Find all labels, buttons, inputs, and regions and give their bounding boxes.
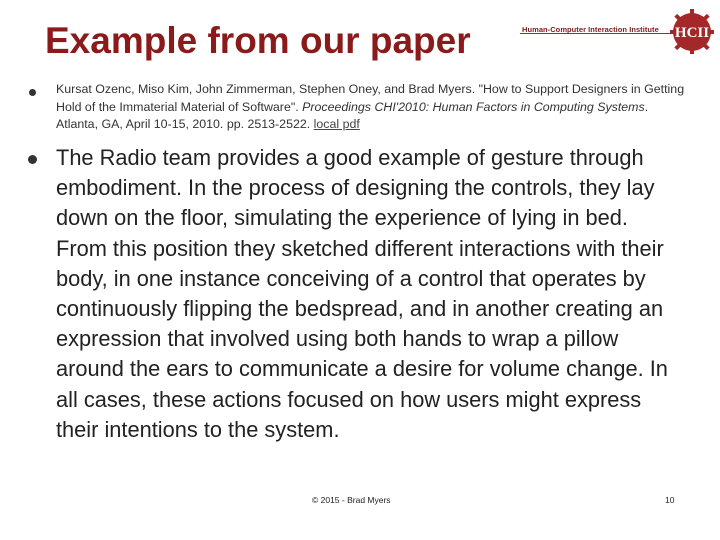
footer-copyright: © 2015 - Brad Myers: [312, 495, 391, 505]
logo-monogram: HCII: [674, 25, 710, 41]
citation-details: . Atlanta, GA, April 10-15, 2010. pp. 2513-2522.: [56, 99, 649, 131]
slide-title: Example from our paper: [45, 20, 471, 61]
bullet-dot-icon: [29, 89, 36, 96]
page-number: 10: [665, 495, 675, 505]
bullet-dot-icon: [28, 155, 37, 164]
citation-venue: Proceedings CHI'2010: Human Factors in Computing Systems: [302, 99, 645, 114]
citation-authors: Kursat Ozenc, Miso Kim, John Zimmerman, Stephen Oney, and Brad Myers. "How to Support Designers in Getting Hold of the Immaterial Material of Software".: [56, 82, 685, 114]
institute-name: Human-Computer Interaction Institute: [522, 25, 659, 34]
citation: [56, 81, 688, 134]
local-pdf-link[interactable]: local pdf: [313, 117, 360, 131]
body-paragraph: The Radio team provides a good example of gesture through embodiment. In the process of designing the controls, they lay down on the floor, simulating the experience of lying in bed. From this position they sketched different interactions with their body, in one instance conceiving of a control that operates by continuously flipping the bedspread, and in another creating an expression that involved using both hands to wrap a pillow around the ears to communicate a desire for volume change. In all cases, these actions focused on how users might express their intentions to the system.: [56, 145, 668, 442]
hcii-logo-icon: [670, 8, 714, 54]
